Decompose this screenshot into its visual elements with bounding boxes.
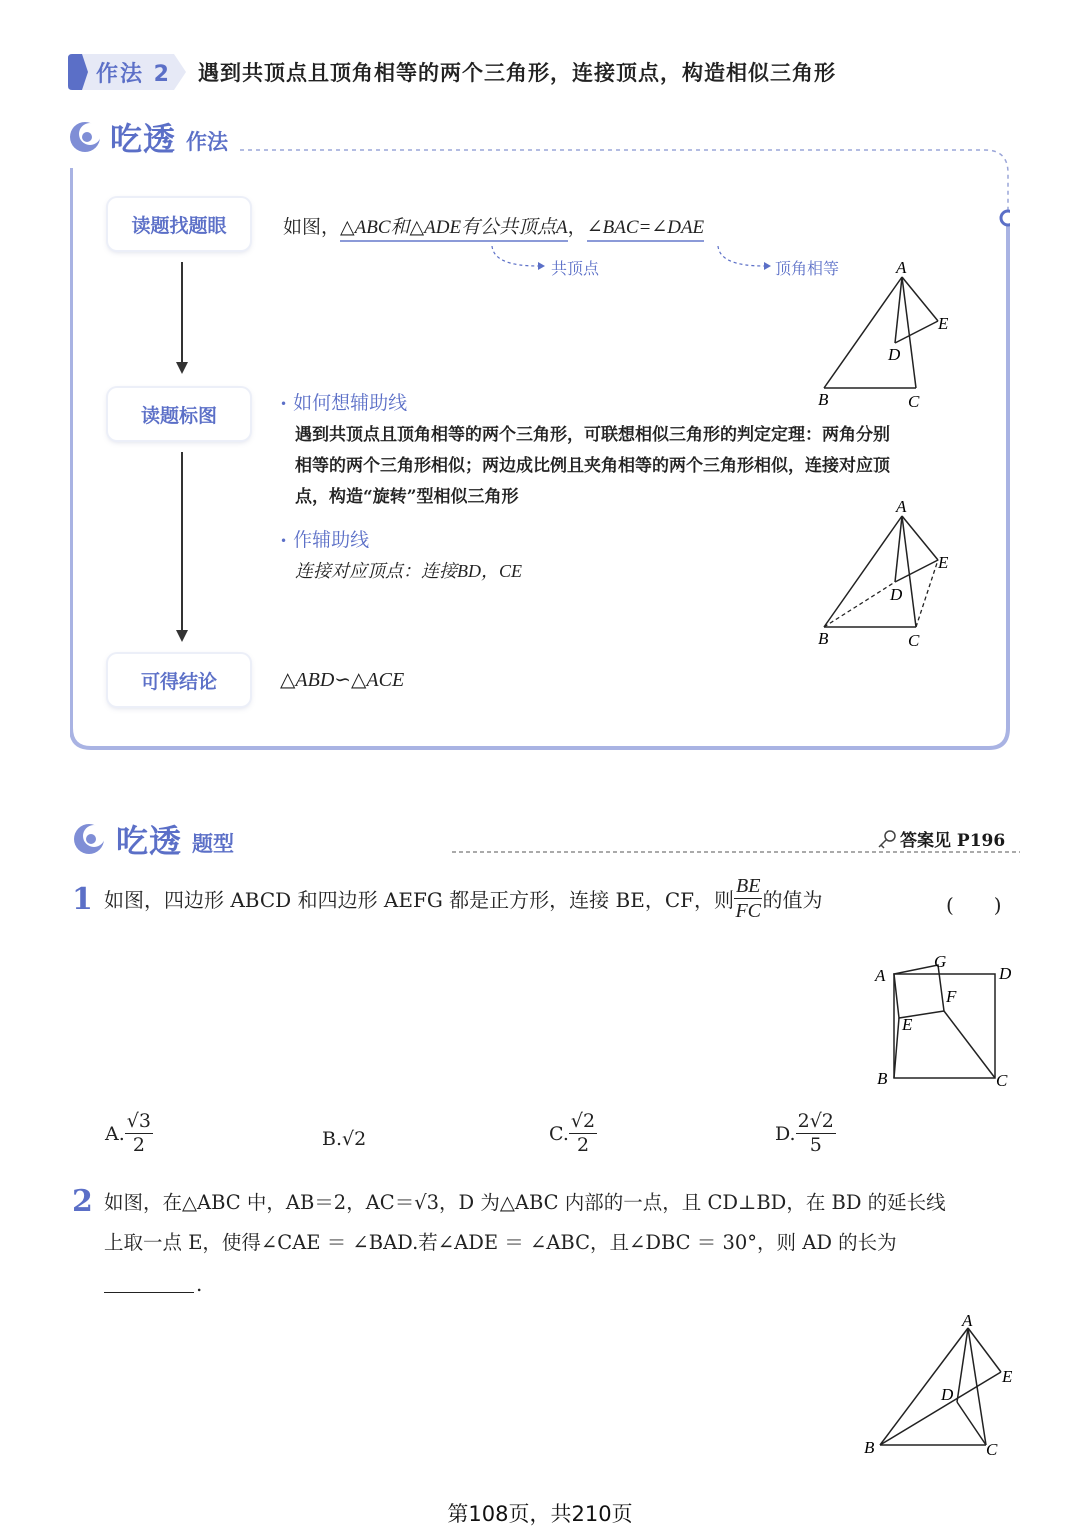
label-B: B [864, 1438, 875, 1457]
label-A: A [962, 1311, 973, 1330]
figure-q2-triangles [855, 1310, 1025, 1460]
step-read-key: 读题找题眼 [108, 198, 250, 250]
bullet2-title: • 作辅助线 [280, 529, 370, 551]
step1-part-a: △ABC和△ADE有公共顶点A [340, 217, 568, 242]
q2-answer-blank[interactable] [104, 1292, 194, 1293]
option-d-num: 2√2 [797, 1110, 834, 1132]
note-equal-angles: 顶角相等 [775, 259, 840, 278]
bullet1-line: 相等的两个三角形相似；两边成比例且夹角相等的两个三角形相似，连接对应顶 [295, 456, 890, 476]
option-c-num: √2 [570, 1110, 596, 1132]
q2-number: 2 [72, 1184, 93, 1219]
step1-prefix: 如图， [283, 216, 341, 238]
key-icon [876, 828, 898, 850]
step-mark-figure: 读题标图 [108, 388, 250, 440]
label-C: C [986, 1440, 998, 1459]
label-F: F [946, 987, 957, 1006]
flow-arrow-line [181, 262, 183, 362]
answer-reference: 答案见 P196 [900, 831, 1006, 851]
method-label: 作法 2 [96, 62, 171, 87]
section2-title-big: 吃透 [116, 822, 183, 860]
step1-sentence [283, 212, 704, 239]
option-c-label: C. [549, 1122, 569, 1145]
label-C: C [908, 631, 920, 650]
section1-title-big: 吃透 [110, 120, 177, 158]
label-D: D [888, 345, 901, 364]
step1-part-b: ∠BAC=∠DAE [587, 217, 704, 242]
q1-option-c[interactable] [549, 1112, 597, 1155]
q2-line2: 上取一点 E，使得∠CAE ＝ ∠BAD.若∠ADE ＝ ∠ABC，且∠DBC ＝ 30°，则 AD 的长为 [104, 1231, 897, 1254]
annotation-arrow-icon [488, 244, 548, 272]
label-E: E [938, 314, 949, 333]
q1-frac-num: BE [736, 875, 761, 897]
q1-text [104, 876, 822, 921]
bullet1-title: • 如何想辅助线 [280, 392, 408, 414]
label-D: D [941, 1385, 954, 1404]
section1-title-small: 作法 [186, 130, 228, 154]
label-B: B [818, 629, 829, 648]
q1-answer-paren: ( ) [946, 893, 1002, 917]
q1-number: 1 [72, 882, 93, 917]
label-A: A [896, 497, 907, 516]
q1-option-b[interactable] [322, 1128, 366, 1150]
label-C: C [908, 392, 920, 411]
label-E: E [902, 1015, 913, 1034]
label-D: D [890, 585, 903, 604]
flow-arrow-head-icon [176, 362, 188, 374]
q1-text-before: 如图，四边形 ABCD 和四边形 AEFG 都是正方形，连接 BE，CF，则 [104, 888, 735, 912]
flow-arrow-head-icon [176, 630, 188, 642]
figure-triangles-1 [810, 255, 960, 415]
header-title: 遇到共顶点且顶角相等的两个三角形，连接顶点，构造相似三角形 [198, 61, 836, 85]
label-E: E [1002, 1367, 1013, 1386]
option-b-label: B. [322, 1128, 343, 1150]
option-a-den: 2 [132, 1134, 145, 1156]
annotation-arrow-icon [714, 244, 774, 272]
bullet2-title-text: 作辅助线 [293, 529, 370, 551]
bullet1-title-text: 如何想辅助线 [293, 392, 408, 414]
label-D: D [999, 964, 1012, 983]
label-G: G [934, 952, 947, 971]
option-d-den: 5 [809, 1134, 822, 1156]
option-c-den: 2 [576, 1134, 590, 1156]
option-b-value: √2 [342, 1128, 367, 1150]
option-d-fraction [796, 1112, 836, 1155]
note-common-vertex: 共顶点 [551, 259, 600, 278]
q1-option-d[interactable] [775, 1112, 836, 1155]
q1-text-after: 的值为 [762, 888, 823, 912]
step-conclusion: 可得结论 [108, 654, 250, 706]
section2-title-small: 题型 [192, 832, 234, 856]
option-a-fraction [125, 1112, 153, 1155]
q2-blank-period: . [196, 1272, 203, 1296]
figure-squares [868, 950, 1018, 1095]
label-A: A [896, 258, 907, 277]
option-a-num: √3 [126, 1110, 151, 1132]
option-a-label: A. [105, 1122, 125, 1145]
label-A: A [875, 966, 886, 985]
q2-line1: 如图，在△ABC 中，AB＝2，AC＝√3，D 为△ABC 内部的一点，且 CD⊥BD，在 BD 的延长线 [104, 1191, 946, 1214]
figure-triangles-2 [810, 494, 960, 654]
label-C: C [996, 1071, 1008, 1090]
q1-fraction [734, 876, 762, 921]
conclusion-text: △ABD∽△ACE [280, 669, 405, 691]
bullet2-body: 连接对应顶点：连接BD，CE [295, 561, 522, 581]
label-E: E [938, 553, 949, 572]
label-B: B [818, 390, 829, 409]
option-c-fraction [569, 1112, 597, 1155]
bullet1-line: 遇到共顶点且顶角相等的两个三角形，可联想相似三角形的判定定理：两角分别 [295, 425, 890, 445]
bullet1-line: 点，构造“旋转”型相似三角形 [295, 487, 519, 507]
option-d-label: D. [775, 1122, 796, 1145]
q1-option-a[interactable] [105, 1112, 153, 1155]
page-footer: 第108页，共210页 [447, 1502, 633, 1526]
flow-arrow-line [181, 452, 183, 630]
q1-frac-den: FC [735, 900, 762, 922]
step1-comma: ， [567, 216, 587, 238]
label-B: B [877, 1069, 888, 1088]
section-logo-icon [72, 822, 106, 856]
